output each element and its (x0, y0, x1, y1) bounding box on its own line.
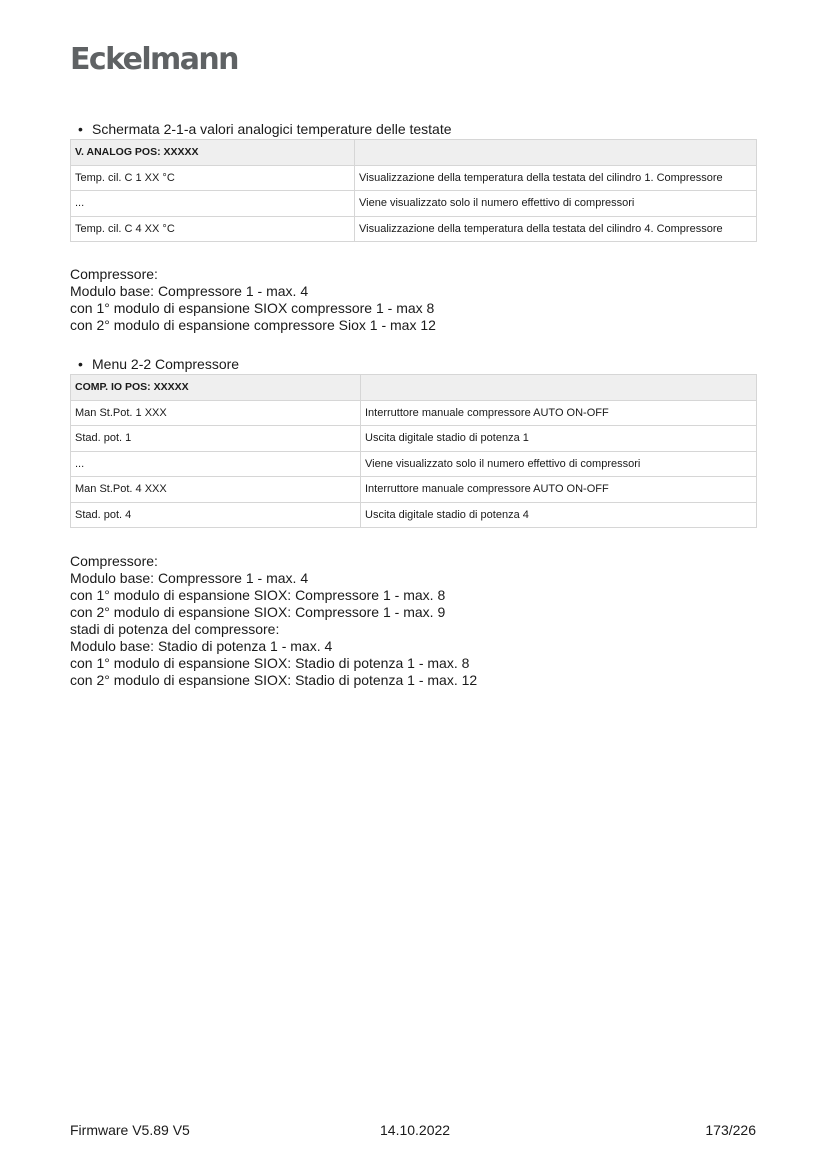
bullet-icon: • (78, 356, 83, 372)
table-row (71, 191, 757, 217)
table-row (71, 451, 757, 477)
table-cell: Temp. cil. C 1 XX °C (71, 165, 355, 191)
table-row (71, 216, 757, 242)
table-header-cell (355, 140, 757, 166)
note-line: Compressore: (70, 553, 158, 569)
section-2-heading (78, 355, 239, 373)
table-cell: Interruttore manuale compressore AUTO ON-OFF (361, 477, 757, 503)
table-row (71, 502, 757, 528)
compressor-io-table (70, 374, 757, 528)
table-row (71, 426, 757, 452)
note-line: con 1° modulo di espansione SIOX compressore 1 - max 8 (70, 300, 435, 316)
note-line: con 1° modulo di espansione SIOX: Stadio di potenza 1 - max. 8 (70, 655, 470, 671)
table-header-row (71, 140, 757, 166)
note-line: con 1° modulo di espansione SIOX: Compressore 1 - max. 8 (70, 587, 446, 603)
table-header-cell (361, 375, 757, 401)
note-line: stadi di potenza del compressore: (70, 621, 280, 637)
table-cell: Interruttore manuale compressore AUTO ON-OFF (361, 400, 757, 426)
table-cell: ... (71, 451, 361, 477)
table-cell: Viene visualizzato solo il numero effettivo di compressori (361, 451, 757, 477)
footer-date: 14.10.2022 (380, 1122, 451, 1138)
table-row (71, 165, 757, 191)
note-line: Modulo base: Compressore 1 - max. 4 (70, 570, 309, 586)
table-cell: Viene visualizzato solo il numero effettivo di compressori (355, 191, 757, 217)
note-line: Modulo base: Compressore 1 - max. 4 (70, 283, 309, 299)
table-cell: Visualizzazione della temperatura della testata del cilindro 4. Compressore (355, 216, 757, 242)
section-1-heading-text: Schermata 2-1-a valori analogici temperature delle testate (92, 121, 452, 137)
table-cell: Uscita digitale stadio di potenza 4 (361, 502, 757, 528)
table-cell: Stad. pot. 4 (71, 502, 361, 528)
table-header-cell: V. ANALOG POS: XXXXX (71, 140, 355, 166)
table-cell: Stad. pot. 1 (71, 426, 361, 452)
note-line: Compressore: (70, 266, 158, 282)
table-cell: Visualizzazione della temperatura della testata del cilindro 1. Compressore (355, 165, 757, 191)
footer-page-number: 173/226 (705, 1122, 756, 1138)
note-line: con 2° modulo di espansione SIOX: Compressore 1 - max. 9 (70, 604, 446, 620)
table-header-cell: COMP. IO POS: XXXXX (71, 375, 361, 401)
footer-firmware: Firmware V5.89 V5 (70, 1122, 190, 1138)
bullet-icon: • (78, 121, 83, 137)
table-cell: Temp. cil. C 4 XX °C (71, 216, 355, 242)
table-cell: Man St.Pot. 4 XXX (71, 477, 361, 503)
note-line: con 2° modulo di espansione compressore Siox 1 - max 12 (70, 317, 436, 333)
table-cell: Uscita digitale stadio di potenza 1 (361, 426, 757, 452)
eckelmann-logo: Eckelmann (70, 42, 238, 77)
table-cell: Man St.Pot. 1 XXX (71, 400, 361, 426)
note-line: con 2° modulo di espansione SIOX: Stadio di potenza 1 - max. 12 (70, 672, 478, 688)
note-line: Modulo base: Stadio di potenza 1 - max. 4 (70, 638, 333, 654)
table-row (71, 477, 757, 503)
section-1-heading (78, 120, 452, 138)
table-cell: ... (71, 191, 355, 217)
analog-values-table (70, 139, 757, 242)
table-row (71, 400, 757, 426)
section-2-notes (70, 553, 477, 689)
table-header-row (71, 375, 757, 401)
section-2-heading-text: Menu 2-2 Compressore (92, 356, 240, 372)
section-1-notes (70, 266, 436, 334)
